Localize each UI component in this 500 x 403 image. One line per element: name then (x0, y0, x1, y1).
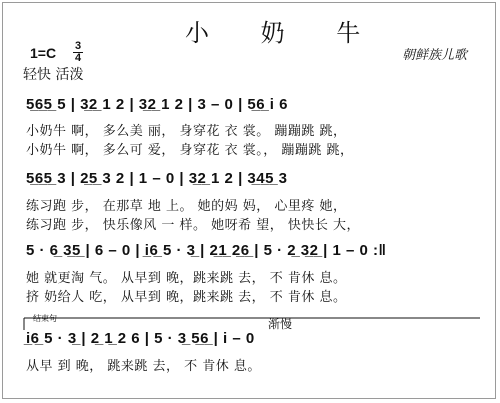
system-2-lyrics-verse-1: 练习跑 步， 在那草 地 上。 她的妈 妈， 心里疼 她， (26, 199, 347, 214)
system-2-lyrics-verse-2: 练习跑 步， 快乐像风 一 样。 她呀希 望， 快快长 大， (26, 218, 361, 233)
tempo-marking: 轻快 活泼 (23, 67, 84, 83)
ritardando-mark: 渐慢 (268, 317, 293, 331)
song-title: 小 奶 牛 (185, 19, 383, 47)
composer-credit: 朝鲜族儿歌 (402, 48, 468, 63)
time-signature-top: 3 (74, 40, 82, 52)
ending-mark: 结束句 (33, 314, 57, 323)
system-3-notes: 5 · 6̲ 3̲5̲ | 6 – 0 | i̲6̲ 5 · 3̲ | 2̲1̲ 2̲6̲ | 5 · 2̲ 3̲2̲ | 1 – 0 :‖ (26, 242, 387, 259)
system-4-lyrics: 从早 到 晚， 跳来跳 去， 不 肯休 息。 (26, 359, 261, 374)
system-3-lyrics-verse-1: 她 就更淘 气。 从早到 晚，跳来跳 去， 不 肯休 息。 (26, 271, 347, 286)
system-3-lyrics-verse-2: 挤 奶给人 吃， 从早到 晚，跳来跳 去， 不 肯休 息。 (26, 290, 347, 305)
system-4-notes: i̲6̲ 5 · 3̲ | 2̲ 1̲ 2 6 | 5 · 3̲ 5̲6̲ | i – 0 (26, 330, 255, 347)
system-1-lyrics-verse-2: 小奶牛 啊， 多么可 爱， 身穿花 衣 裳。， 蹦蹦跳 跳， (26, 143, 354, 158)
system-1-notes: 5̲6̲5̲ 5 | 3̲2̲ 1 2 | 3̲2̲ 1 2 | 3 – 0 | 5̲6̲ i 6 (26, 96, 288, 113)
system-2-notes: 5̲6̲5̲ 3 | 2̲5̲ 3 2 | 1 – 0 | 3̲2̲ 1 2 | 3̲4̲5̲ 3 (26, 170, 288, 187)
system-1-lyrics-verse-1: 小奶牛 啊， 多么美 丽， 身穿花 衣 裳。 蹦蹦跳 跳， (26, 124, 347, 139)
time-signature-bottom: 4 (74, 52, 82, 64)
key-signature: 1=C (30, 45, 57, 61)
